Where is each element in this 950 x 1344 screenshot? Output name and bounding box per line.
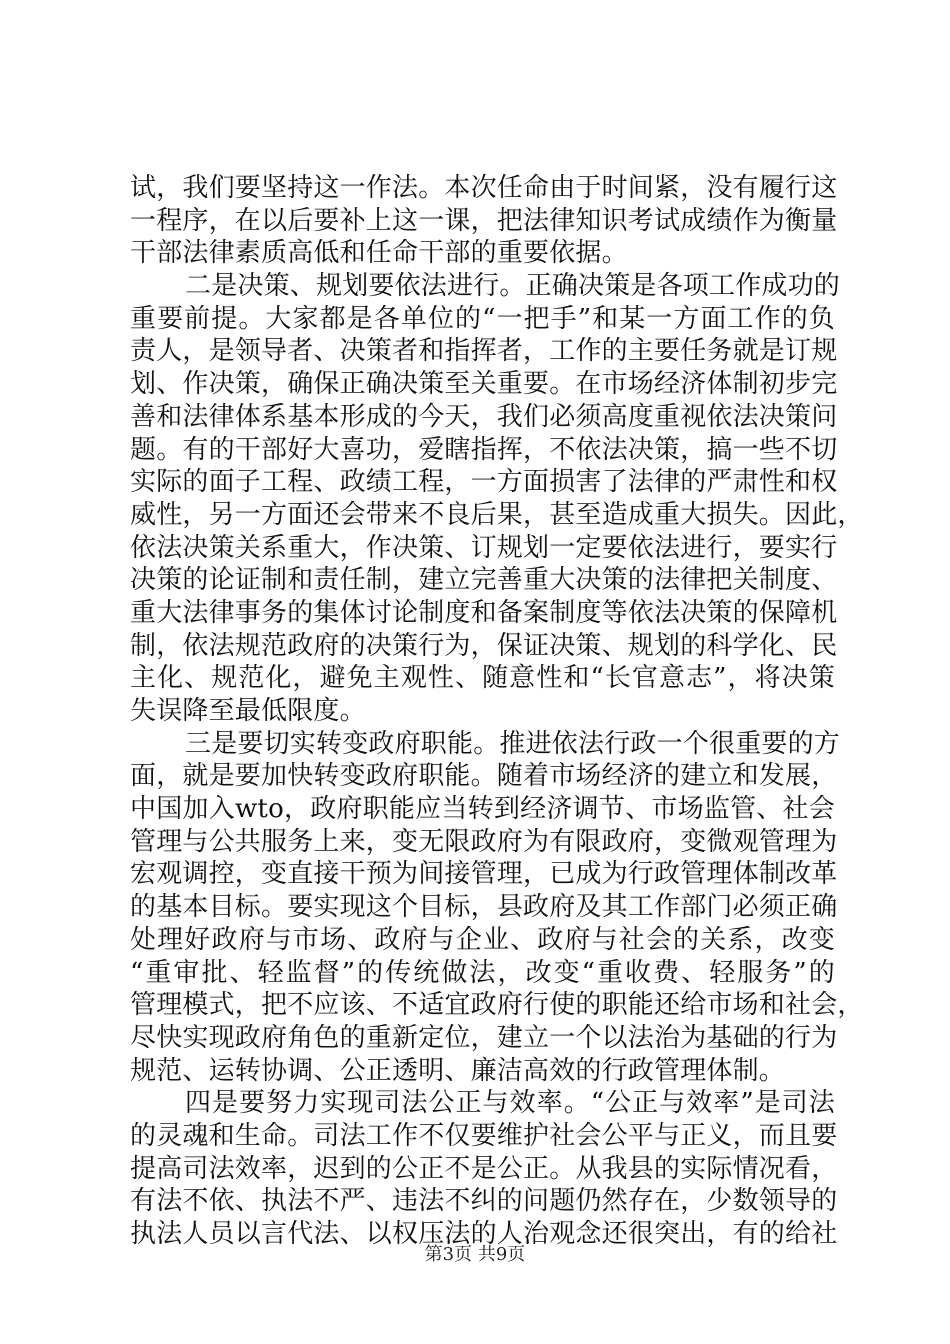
text-line: 干部法律素质高低和任命干部的重要依据。: [130, 238, 628, 269]
text-line: 失误降至最低限度。: [130, 696, 366, 726]
page-number: 第3页 共9页: [424, 1244, 526, 1265]
text-line: 管理模式，把不应该、不适宜政府行使的职能还给市场和社会，: [130, 990, 864, 1021]
text-line: 宏观调控，变直接干预为间接管理，已成为行政管理体制改革: [130, 859, 838, 890]
text-line: 规范、运转协调、公正透明、廉洁高效的行政管理体制。: [130, 1055, 786, 1086]
text-line: “重审批、轻监督”的传统做法，改变“重收费、轻服务”的: [130, 957, 835, 988]
document-body: [130, 172, 864, 1251]
paragraph: [130, 1087, 838, 1250]
text-line: 的基本目标。要实现这个目标，县政府及其工作部门必须正确: [130, 892, 838, 923]
text-line: 重大法律事务的集体讨论制度和备案制度等依法决策的保障机: [130, 597, 838, 628]
paragraph: [130, 728, 864, 1088]
text-line: 威性，另一方面还会带来不良后果，甚至造成重大损失。因此，: [130, 499, 864, 530]
text-line: 决策的论证制和责任制，建立完善重大决策的法律把关制度、: [130, 565, 838, 596]
text-line: 有法不依、执法不严、违法不纠的问题仍然存在，少数领导的: [130, 1186, 838, 1217]
text-line: 处理好政府与市场、政府与企业、政府与社会的关系，改变: [130, 924, 835, 955]
text-line: 题。有的干部好大喜功，爱瞎指挥，不依法决策，搞一些不切: [130, 434, 838, 465]
text-line: 三是要切实转变政府职能。推进依法行政一个很重要的方: [185, 728, 841, 759]
text-line: 面，就是要加快转变政府职能。随着市场经济的建立和发展，: [130, 761, 838, 792]
text-line: 中国加入wto，政府职能应当转到经济调节、市场监管、社会: [130, 794, 835, 825]
text-line: 责人，是领导者、决策者和指挥者，工作的主要任务就是订规: [130, 336, 838, 367]
text-line: 尽快实现政府角色的重新定位，建立一个以法治为基础的行为: [130, 1022, 838, 1053]
text-line: 四是要努力实现司法公正与效率。“公正与效率”是司法: [185, 1088, 835, 1119]
text-line: 的灵魂和生命。司法工作不仅要维护社会公平与正义，而且要: [130, 1120, 838, 1151]
text-line: 试，我们要坚持这一作法。本次任命由于时间紧，没有履行这: [130, 173, 838, 203]
text-line: 二是决策、规划要依法进行。正确决策是各项工作成功的: [185, 271, 841, 302]
page-footer: [0, 1240, 950, 1266]
paragraph: [130, 270, 864, 728]
text-line: 制，依法规范政府的决策行为，保证决策、规划的科学化、民: [130, 630, 838, 661]
paragraph: [130, 172, 838, 270]
text-line: 提高司法效率，迟到的公正不是公正。从我县的实际情况看，: [130, 1153, 838, 1184]
text-line: 重要前提。大家都是各单位的“一把手”和某一方面工作的负: [130, 303, 835, 334]
text-line: 实际的面子工程、政绩工程，一方面损害了法律的严肃性和权: [130, 467, 838, 498]
text-line: 一程序，在以后要补上这一课，把法律知识考试成绩作为衡量: [130, 205, 838, 236]
text-line: 管理与公共服务上来，变无限政府为有限政府，变微观管理为: [130, 826, 838, 857]
text-line: 善和法律体系基本形成的今天，我们必须高度重视依法决策问: [130, 401, 838, 432]
text-line: 执法人员以言代法、以权压法的人治观念还很突出，有的给社: [130, 1219, 838, 1249]
text-line: 划、作决策，确保正确决策至关重要。在市场经济体制初步完: [130, 369, 838, 400]
text-line: 主化、规范化，避免主观性、随意性和“长官意志”，将决策: [130, 663, 835, 694]
text-line: 依法决策关系重大，作决策、订规划一定要依法进行，要实行: [130, 532, 838, 563]
